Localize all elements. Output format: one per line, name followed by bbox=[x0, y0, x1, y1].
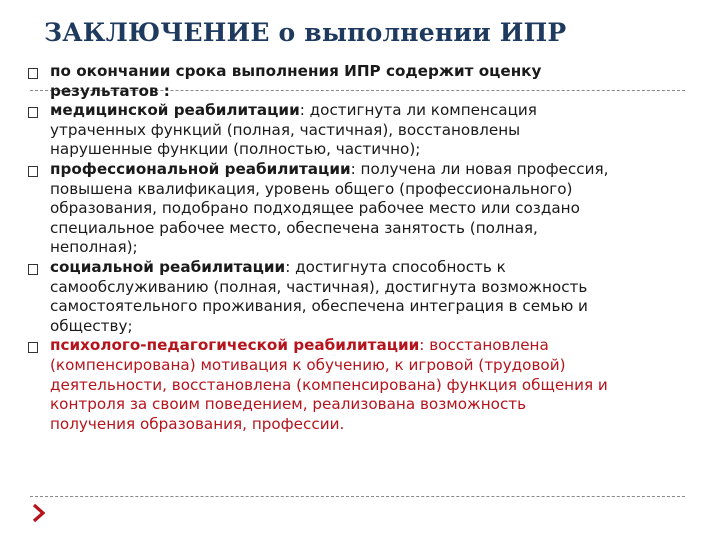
item-term: психолого-педагогической реабилитации bbox=[50, 336, 420, 355]
list-item bbox=[0, 336, 700, 434]
item-line: повышена квалификация, уровень общего (профессионального) bbox=[50, 179, 573, 198]
chevron-right-icon[interactable] bbox=[32, 503, 46, 523]
item-line: самообслуживанию (полная, частичная), достигнута возможность bbox=[50, 277, 588, 296]
item-line bbox=[50, 160, 700, 180]
item-line: неполная); bbox=[50, 238, 138, 257]
bullet-box-icon bbox=[28, 107, 38, 118]
item-term: медицинской реабилитации bbox=[50, 101, 300, 120]
list-item bbox=[0, 62, 700, 101]
bullet-box-icon bbox=[28, 68, 38, 79]
item-text: : достигнута способность к bbox=[285, 257, 506, 276]
bullet-box-icon bbox=[28, 166, 38, 177]
item-line: обществу; bbox=[50, 316, 133, 335]
item-line: специальное рабочее место, обеспечена занятость (полная, bbox=[50, 218, 538, 237]
item-text: : восстановлена bbox=[419, 336, 549, 355]
item-line: контроля за своим поведением, реализована возможность bbox=[50, 395, 527, 414]
item-line: по окончании срока выполнения ИПР содержит оценку bbox=[50, 62, 542, 80]
item-line: самостоятельного проживания, обеспечена интеграция в семью и bbox=[50, 297, 588, 316]
item-line: нарушенные функции (полностью, частично); bbox=[50, 140, 421, 159]
item-line: (компенсирована) мотивация к обучению, к игровой (трудовой) bbox=[50, 355, 566, 374]
item-line bbox=[50, 101, 700, 121]
item-text: : получена ли новая профессия, bbox=[350, 159, 609, 178]
item-term: социальной реабилитации bbox=[50, 257, 286, 276]
conclusion-list bbox=[0, 62, 720, 434]
item-line: деятельности, восстановлена (компенсирована) функция общения и bbox=[50, 375, 608, 394]
item-line bbox=[50, 336, 700, 356]
item-text: : достигнута ли компенсация bbox=[299, 101, 537, 120]
item-term: профессиональной реабилитации bbox=[50, 159, 351, 178]
item-line bbox=[50, 258, 700, 278]
slide-title: ЗАКЛЮЧЕНИЕ о выполнении ИПР bbox=[44, 18, 567, 47]
divider-bottom bbox=[30, 496, 685, 497]
bullet-box-icon bbox=[28, 264, 38, 275]
list-item bbox=[0, 258, 700, 336]
item-line: получения образования, профессии. bbox=[50, 414, 345, 433]
item-line: образования, подобрано подходящее рабочее место или создано bbox=[50, 199, 580, 218]
item-line: утраченных функций (полная, частичная), восстановлены bbox=[50, 120, 521, 139]
list-item bbox=[0, 160, 700, 258]
item-line: результатов : bbox=[50, 81, 170, 100]
bullet-box-icon bbox=[28, 342, 38, 353]
list-item bbox=[0, 101, 700, 160]
